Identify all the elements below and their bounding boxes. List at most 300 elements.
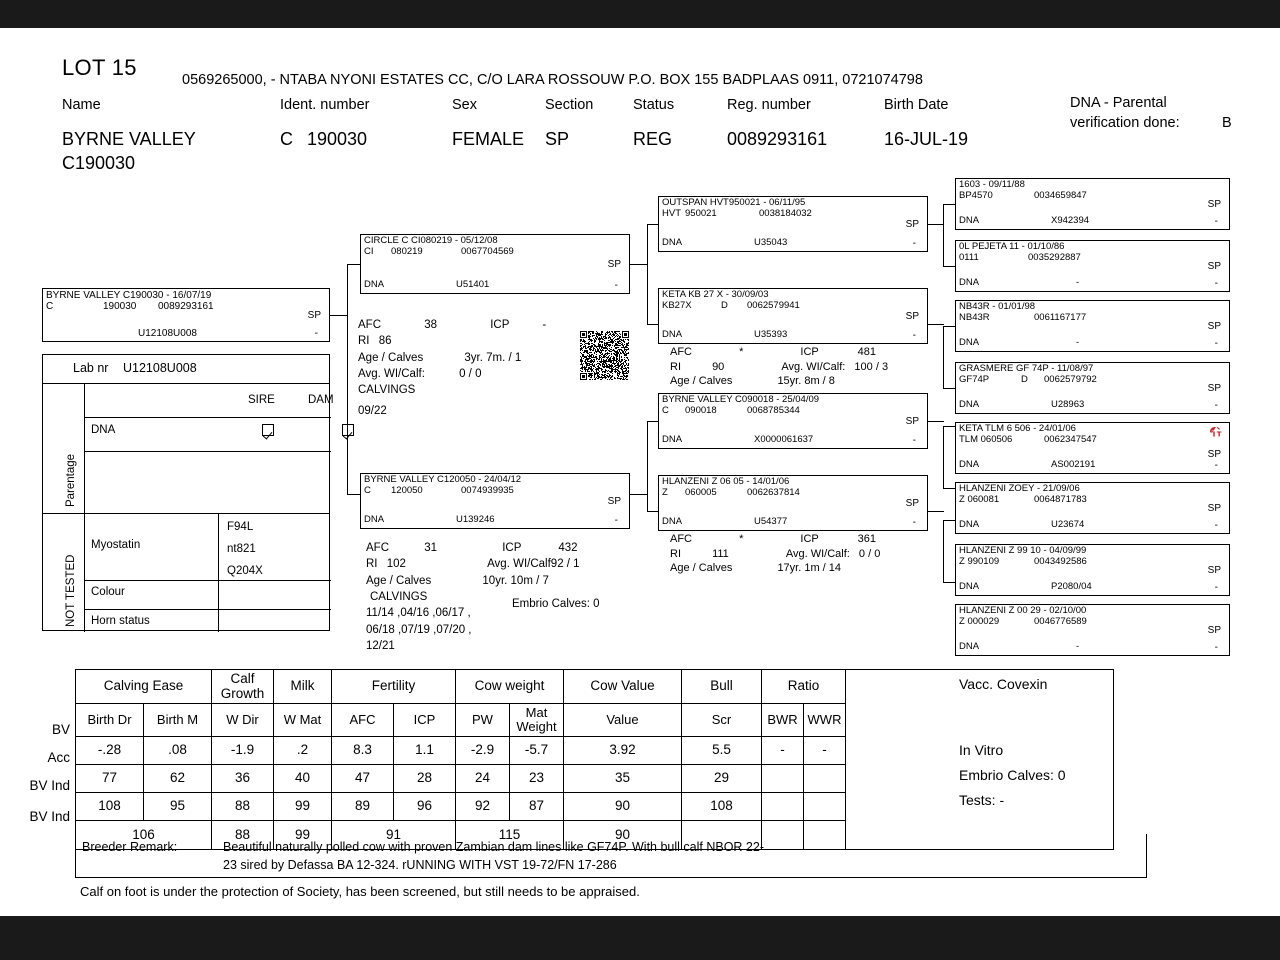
sire-dash: - xyxy=(614,279,618,291)
connector xyxy=(943,582,955,583)
gen4-reg-1: 0035292887 xyxy=(1028,252,1081,263)
lab-nr-label: Lab nr xyxy=(73,361,109,375)
status-value: REG xyxy=(633,129,673,149)
ident-number: 190030 xyxy=(307,129,368,149)
bv-sub-header-9: Scr xyxy=(682,704,762,737)
birth-value: 16-JUL-19 xyxy=(884,129,969,149)
gen4-lab-3: U28963 xyxy=(1051,399,1085,411)
gen4-dash-1: - xyxy=(1214,277,1218,289)
bv-cell-2-9: 108 xyxy=(682,793,762,821)
sex-value: FEMALE xyxy=(452,129,525,149)
gen4-herd-2: NB43R xyxy=(959,312,990,323)
gen4-lab-2: - xyxy=(1076,337,1080,349)
bv-sub-header-5: ICP xyxy=(394,704,456,737)
connector xyxy=(943,520,944,582)
bv-group-header-row xyxy=(76,670,1114,704)
gen4-box-0 xyxy=(955,178,1230,230)
gen3-stats-1 xyxy=(662,345,888,389)
dam-title: BYRNE VALLEY C120050 - 24/04/12 xyxy=(364,474,522,485)
gen4-dna-label-5: DNA xyxy=(959,519,980,531)
connector xyxy=(943,426,955,427)
label-name: Name xyxy=(62,97,101,113)
sire-number: 080219 xyxy=(391,246,423,257)
dam-avg-label: Avg. WI/Calf xyxy=(487,558,551,571)
gen4-section-code-6: SP xyxy=(1207,565,1221,577)
sire-herd: CI xyxy=(364,246,374,257)
gen4-title-5: HLANZENI ZOEY - 21/09/06 xyxy=(959,483,1080,494)
side-label-parentage: Parentage xyxy=(65,453,77,507)
sire-avg-label: Avg. WI/Calf: xyxy=(358,367,425,380)
gen3-box-2 xyxy=(658,393,928,449)
sire-reg: 0067704569 xyxy=(461,246,514,257)
dam-embrio-calves: Embrio Calves: 0 xyxy=(512,598,600,610)
label-section: Section xyxy=(545,97,594,113)
dam-avg-value: 92 / 1 xyxy=(550,558,580,571)
gen3-avg-label-3: Avg. WI/Calf: xyxy=(785,547,850,560)
gen3-avg-label-1: Avg. WI/Calf: xyxy=(781,360,846,373)
bv-cell-2-3: 99 xyxy=(274,793,332,821)
myostatin-q204x: Q204X xyxy=(227,565,263,577)
gen4-lab-0: X942394 xyxy=(1051,215,1090,227)
connector xyxy=(928,421,944,422)
gen4-lab-4: AS002191 xyxy=(1051,459,1096,471)
bv-merged-cell-5: 90 xyxy=(564,821,682,850)
label-reg: Reg. number xyxy=(727,97,811,113)
vacc-line-1: Embrio Calves: 0 xyxy=(959,767,1066,783)
dam-agecalves-value: 10yr. 10m / 7 xyxy=(482,574,549,587)
sire-agecalves-value: 3yr. 7m. / 1 xyxy=(464,351,522,364)
connector xyxy=(347,494,361,495)
bv-merged-cell-0: 106 xyxy=(76,821,212,850)
gen3-title-2: BYRNE VALLEY C090018 - 25/04/09 xyxy=(662,394,820,405)
gen4-section-code-5: SP xyxy=(1207,503,1221,515)
subject-herd: C xyxy=(46,301,54,312)
gen4-reg-7: 0046776589 xyxy=(1034,616,1087,627)
bv-sub-header-0: Birth Dr xyxy=(76,704,144,737)
gen4-dash-4: - xyxy=(1214,459,1218,471)
bv-cell-1-2: 36 xyxy=(212,765,274,793)
bv-cell-0-2: -1.9 xyxy=(212,737,274,765)
lab-nr-value: U12108U008 xyxy=(123,361,197,375)
dam-lab: U139246 xyxy=(456,514,495,526)
connector xyxy=(943,520,955,521)
gen3-reg-1: 0062579941 xyxy=(747,300,800,311)
gen4-dna-label-6: DNA xyxy=(959,581,980,593)
bv-sub-header-1: Birth M xyxy=(144,704,212,737)
gen3-icp-label-1: ICP xyxy=(800,346,819,358)
label-ident: Ident. number xyxy=(280,97,370,113)
row-label-dna: DNA xyxy=(91,424,116,436)
gen3-dash-3: - xyxy=(912,516,916,528)
dam-dash: - xyxy=(614,514,618,526)
dam-afc-label: AFC xyxy=(366,542,389,554)
gen4-section-code-7: SP xyxy=(1207,625,1221,637)
sire-ri-label: RI xyxy=(358,335,370,348)
gen4-box-7 xyxy=(955,604,1230,656)
bv-sub-header-7: Mat Weight xyxy=(510,704,564,737)
sire-calvings-value: 09/22 xyxy=(358,404,387,417)
connector xyxy=(630,494,648,495)
breeding-values-table-wrapper xyxy=(75,669,1147,850)
gen3-number-3: 060005 xyxy=(685,487,717,498)
bv-merged-cell-4: 115 xyxy=(456,821,564,850)
gen4-section-code-2: SP xyxy=(1207,321,1221,333)
dam-herd: C xyxy=(364,485,371,496)
dam-ri-value: 102 xyxy=(386,558,406,571)
lot-number: LOT 15 xyxy=(62,55,137,80)
gen3-avg-value-3: 0 / 0 xyxy=(858,547,881,560)
dam-agecalves-label: Age / Calves xyxy=(366,574,432,587)
gen3-ri-value-3: 111 xyxy=(712,547,729,560)
gen3-title-0: OUTSPAN HVT950021 - 06/11/95 xyxy=(662,197,806,208)
bv-group-header-7: Ratio xyxy=(762,670,846,704)
sire-lab: U51401 xyxy=(456,279,490,291)
gen4-box-6 xyxy=(955,544,1230,596)
connector xyxy=(943,488,955,489)
bv-sub-header-8: Value xyxy=(564,704,682,737)
gen4-herd-7: Z 000029 xyxy=(959,616,1000,627)
bv-cell-2-6: 92 xyxy=(456,793,510,821)
gen3-afc-label-1: AFC xyxy=(670,346,692,358)
column-header-dam: DAM xyxy=(308,394,334,406)
gen4-herd-5: Z 060081 xyxy=(959,494,1000,505)
connector xyxy=(928,324,944,325)
bv-cell-2-11 xyxy=(804,793,846,821)
bv-cell-0-4: 8.3 xyxy=(332,737,394,765)
sire-afc-value: 38 xyxy=(424,319,437,331)
connector xyxy=(943,426,944,488)
breed-society-logo-icon xyxy=(1208,425,1223,442)
gen3-dash-0: - xyxy=(912,237,916,249)
myostatin-nt821: nt821 xyxy=(227,543,256,555)
gen3-dna-label-1: DNA xyxy=(662,329,683,341)
bv-group-header-5: Cow Value xyxy=(564,670,682,704)
sire-dna-label: DNA xyxy=(364,279,385,291)
connector xyxy=(630,264,648,265)
breeder-remark-label: Breeder Remark: xyxy=(82,840,178,854)
dam-afc-value: 31 xyxy=(424,542,437,554)
sire-title: CIRCLE C CI080219 - 05/12/08 xyxy=(364,235,498,246)
dna-dam-checkbox[interactable] xyxy=(342,424,354,436)
label-sex: Sex xyxy=(452,97,477,113)
footnote: Calf on foot is under the protection of Society, has been screened, but still needs to be appraised. xyxy=(80,884,640,899)
gen4-dna-label-1: DNA xyxy=(959,277,980,289)
gen3-dash-2: - xyxy=(912,434,916,446)
bv-cell-2-1: 95 xyxy=(144,793,212,821)
gen4-box-1 xyxy=(955,240,1230,292)
subject-section-code: SP xyxy=(307,310,321,322)
bv-group-header-2: Milk xyxy=(274,670,332,704)
gen3-reg-2: 0068785344 xyxy=(747,405,800,416)
dam-calvings-line3: 12/21 xyxy=(366,639,395,652)
bv-cell-2-10 xyxy=(762,793,804,821)
gen4-dna-label-4: DNA xyxy=(959,459,980,471)
gen3-box-0 xyxy=(658,196,928,252)
gen3-title-1: KETA KB 27 X - 30/09/03 xyxy=(662,289,769,300)
dam-stats xyxy=(366,540,646,654)
ident-prefix: C xyxy=(280,129,293,149)
dna-sire-checkbox[interactable] xyxy=(262,424,274,436)
bv-cell-1-10 xyxy=(762,765,804,793)
bv-merged-cell-3: 91 xyxy=(332,821,456,850)
gen3-icp-value-3: 361 xyxy=(857,533,876,545)
gen4-section-code-3: SP xyxy=(1207,383,1221,395)
sire-agecalves-label: Age / Calves xyxy=(358,351,424,364)
gen4-dash-6: - xyxy=(1214,581,1218,593)
gen3-dna-label-0: DNA xyxy=(662,237,683,249)
row-label-bv-ind: BV Ind xyxy=(29,778,70,793)
gen3-number-2: 090018 xyxy=(685,405,717,416)
bv-cell-2-8: 90 xyxy=(564,793,682,821)
bv-group-header-0: Calving Ease xyxy=(76,670,212,704)
gen3-herd-2: C xyxy=(662,405,669,416)
bv-cell-1-11 xyxy=(804,765,846,793)
bv-cell-1-4: 47 xyxy=(332,765,394,793)
certificate-page xyxy=(0,28,1280,916)
gen3-stats-3 xyxy=(662,532,880,576)
bv-cell-0-9: 5.5 xyxy=(682,737,762,765)
gen4-herd-4: TLM 060506 xyxy=(959,434,1013,445)
animal-name-line2: C190030 xyxy=(62,153,136,173)
bv-cell-1-8: 35 xyxy=(564,765,682,793)
row-label-bv: BV xyxy=(51,722,70,737)
subject-reg: 0089293161 xyxy=(158,301,214,312)
connector xyxy=(943,326,944,388)
gen3-afc-label-3: AFC xyxy=(670,533,692,545)
gen3-agecalves-label-1: Age / Calves xyxy=(670,375,733,388)
gen3-agecalves-value-3: 17yr. 1m / 14 xyxy=(777,562,842,575)
gen4-dash-3: - xyxy=(1214,399,1218,411)
bv-sub-header-4: AFC xyxy=(332,704,394,737)
label-birth: Birth Date xyxy=(884,97,949,113)
gen3-sexcode-1: D xyxy=(721,300,728,311)
gen3-herd-1: KB27X xyxy=(662,300,692,311)
bv-cell-0-11: - xyxy=(804,737,846,765)
bv-cell-0-8: 3.92 xyxy=(564,737,682,765)
bv-group-header-1: Calf Growth xyxy=(212,670,274,704)
connector xyxy=(647,224,648,324)
bv-cell-1-3: 40 xyxy=(274,765,332,793)
vacc-line-0: In Vitro xyxy=(959,742,1004,758)
gen3-lab-1: U35393 xyxy=(754,329,788,341)
bv-cell-2-2: 88 xyxy=(212,793,274,821)
bv-merged-cell-1: 88 xyxy=(212,821,274,850)
gen3-agecalves-label-3: Age / Calves xyxy=(670,562,733,575)
bv-cell-2-7: 87 xyxy=(510,793,564,821)
connector xyxy=(347,264,348,494)
bv-cell-2-0: 108 xyxy=(76,793,144,821)
sire-afc-label: AFC xyxy=(358,319,381,331)
bv-sub-header-2: W Dir xyxy=(212,704,274,737)
bv-cell-0-7: -5.7 xyxy=(510,737,564,765)
gen4-reg-5: 0064871783 xyxy=(1034,494,1087,505)
dam-box xyxy=(360,473,630,529)
gen4-herd-0: BP4570 xyxy=(959,190,993,201)
sire-icp-label: ICP xyxy=(490,319,510,331)
gen3-box-3 xyxy=(658,475,928,531)
gen4-title-2: NB43R - 01/01/98 xyxy=(959,301,1036,312)
vacc-line-2: Tests: - xyxy=(959,792,1005,808)
bv-sub-header-10: BWR xyxy=(762,704,804,737)
dam-ri-label: RI xyxy=(366,558,378,571)
bv-cell-0-3: .2 xyxy=(274,737,332,765)
dna-verification-flag: B xyxy=(1222,115,1232,131)
gen3-lab-0: U35043 xyxy=(754,237,788,249)
row-label-bv-ind-merged: BV Ind xyxy=(29,809,70,824)
gen4-dna-label-3: DNA xyxy=(959,399,980,411)
connector xyxy=(347,264,361,265)
gen3-avg-value-1: 100 / 3 xyxy=(854,360,889,373)
gen3-afc-value-3: * xyxy=(739,533,744,545)
gen4-lab-5: U23674 xyxy=(1051,519,1085,531)
gen4-section-code-0: SP xyxy=(1207,199,1221,211)
gen3-title-3: HLANZENI Z 06 05 - 14/01/06 xyxy=(662,476,790,487)
dam-calvings-label: CALVINGS xyxy=(370,590,428,603)
row-label-myostatin: Myostatin xyxy=(91,539,141,551)
gen4-lab-6: P2080/04 xyxy=(1051,581,1092,593)
gen4-box-3 xyxy=(955,362,1230,414)
gen4-dna-label-2: DNA xyxy=(959,337,980,349)
gen4-dash-5: - xyxy=(1214,519,1218,531)
bv-cell-2-5: 96 xyxy=(394,793,456,821)
gen3-dash-1: - xyxy=(912,329,916,341)
sire-icp-value: - xyxy=(542,319,547,331)
sire-avg-value: 0 / 0 xyxy=(459,367,482,380)
bv-cell-1-0: 77 xyxy=(76,765,144,793)
bv-sub-header-6: PW xyxy=(456,704,510,737)
gen4-box-4 xyxy=(955,422,1230,474)
breeding-values-table xyxy=(75,669,1114,850)
gen4-lab-7: - xyxy=(1076,641,1080,653)
gen4-lab-1: - xyxy=(1076,277,1080,289)
gen3-dna-label-2: DNA xyxy=(662,434,683,446)
connector xyxy=(943,204,955,205)
gen4-section-code-1: SP xyxy=(1207,261,1221,273)
subject-title: BYRNE VALLEY C190030 - 16/07/19 xyxy=(46,290,212,301)
animal-name-line1: BYRNE VALLEY xyxy=(62,129,196,149)
reg-value: 0089293161 xyxy=(727,129,828,149)
vacc-title: Vacc. Covexin xyxy=(959,676,1048,692)
gen4-reg-2: 0061167177 xyxy=(1034,312,1087,323)
gen4-herd-1: 0111 xyxy=(959,252,979,263)
row-label-horn-status: Horn status xyxy=(91,615,150,627)
gen4-reg-4: 0062347547 xyxy=(1044,434,1097,445)
connector xyxy=(330,315,348,316)
gen4-reg-6: 0043492586 xyxy=(1034,556,1087,567)
gen3-section-code-1: SP xyxy=(905,311,919,323)
gen4-title-7: HLANZENI Z 00 29 - 02/10/00 xyxy=(959,605,1087,616)
bv-cell-0-0: -.28 xyxy=(76,737,144,765)
myostatin-f94l: F94L xyxy=(227,521,254,533)
connector xyxy=(943,204,944,266)
gen3-agecalves-value-1: 15yr. 8m / 8 xyxy=(777,375,835,388)
connector xyxy=(943,388,955,389)
bv-cell-1-7: 23 xyxy=(510,765,564,793)
label-status: Status xyxy=(633,97,675,113)
gen3-section-code-0: SP xyxy=(905,219,919,231)
row-label-colour: Colour xyxy=(91,586,125,598)
gen4-dash-0: - xyxy=(1214,215,1218,227)
gen3-ri-label-1: RI xyxy=(670,360,681,373)
dam-section-code: SP xyxy=(607,496,621,508)
gen3-dna-label-3: DNA xyxy=(662,516,683,528)
gen3-lab-3: U54377 xyxy=(754,516,788,528)
gen4-section-code-4: SP xyxy=(1207,448,1221,460)
breeder-remark-line2: 23 sired by Defassa BA 12-324. rUNNING WITH VST 19-72/FN 17-286 xyxy=(223,858,617,872)
side-label-not-tested: NOT TESTED xyxy=(65,554,77,627)
dam-reg: 0074939935 xyxy=(461,485,514,496)
bv-cell-2-4: 89 xyxy=(332,793,394,821)
gen4-box-5 xyxy=(955,482,1230,534)
sire-calvings-label: CALVINGS xyxy=(358,384,416,397)
bv-cell-1-5: 28 xyxy=(394,765,456,793)
breeder-remark-box xyxy=(75,834,1147,878)
gen3-number-0: 950021 xyxy=(685,208,717,219)
connector xyxy=(943,326,955,327)
gen3-box-1 xyxy=(658,288,928,344)
owner-line: 0569265000, - NTABA NYONI ESTATES CC, C/O LARA ROSSOUW P.O. BOX 155 BADPLAAS 0911, 0721074798 xyxy=(182,72,923,88)
label-dna-parental: DNA - Parental xyxy=(1070,95,1167,111)
gen4-herd-6: Z 990109 xyxy=(959,556,1000,567)
gen4-herd-3: GF74P xyxy=(959,374,990,385)
subject-animal-box xyxy=(42,288,330,342)
lab-parentage-table xyxy=(42,354,334,631)
gen4-dash-7: - xyxy=(1214,641,1218,653)
bv-cell-1-6: 24 xyxy=(456,765,510,793)
svg-text:T: T xyxy=(1216,430,1222,438)
vacc-panel xyxy=(846,670,1114,850)
gen4-title-0: 1603 - 09/11/88 xyxy=(959,179,1025,190)
connector xyxy=(928,224,944,225)
gen4-reg-0: 0034659847 xyxy=(1034,190,1087,201)
gen4-dna-label-7: DNA xyxy=(959,641,980,653)
gen4-box-2 xyxy=(955,300,1230,352)
qr-code xyxy=(580,331,629,380)
gen3-lab-2: X0000061637 xyxy=(754,434,814,446)
bv-group-header-6: Bull xyxy=(682,670,762,704)
gen3-icp-value-1: 481 xyxy=(857,346,876,358)
connector xyxy=(943,266,955,267)
label-dna-verification: verification done: xyxy=(1070,115,1180,131)
bv-cell-1-9: 29 xyxy=(682,765,762,793)
subject-lab: U12108U008 xyxy=(138,327,197,339)
dam-icp-value: 432 xyxy=(558,542,578,554)
bv-merged-cell-2: 99 xyxy=(274,821,332,850)
sire-section-code: SP xyxy=(607,259,621,271)
dam-number: 120050 xyxy=(391,485,423,496)
bv-cell-0-10: - xyxy=(762,737,804,765)
bv-group-header-4: Cow weight xyxy=(456,670,564,704)
bv-sub-header-3: W Mat xyxy=(274,704,332,737)
dam-dna-label: DNA xyxy=(364,514,385,526)
column-header-sire: SIRE xyxy=(248,394,275,406)
dam-calvings-line1: 11/14 ,04/16 ,06/17 , xyxy=(366,607,471,620)
sire-ri-value: 86 xyxy=(378,335,392,348)
connector xyxy=(647,421,648,511)
gen3-ri-label-3: RI xyxy=(670,547,681,560)
gen3-reg-3: 0062637814 xyxy=(747,487,800,498)
bv-group-header-3: Fertility xyxy=(332,670,456,704)
bv-cell-0-5: 1.1 xyxy=(394,737,456,765)
section-value: SP xyxy=(545,129,570,149)
subject-number: 190030 xyxy=(103,301,137,312)
sire-box xyxy=(360,234,630,294)
gen3-herd-3: Z xyxy=(662,487,668,498)
gen4-dna-label-0: DNA xyxy=(959,215,980,227)
dam-calvings-line2: 06/18 ,07/19 ,07/20 , xyxy=(366,623,472,636)
gen3-afc-value-1: * xyxy=(739,346,744,358)
row-label-acc: Acc xyxy=(47,750,70,765)
